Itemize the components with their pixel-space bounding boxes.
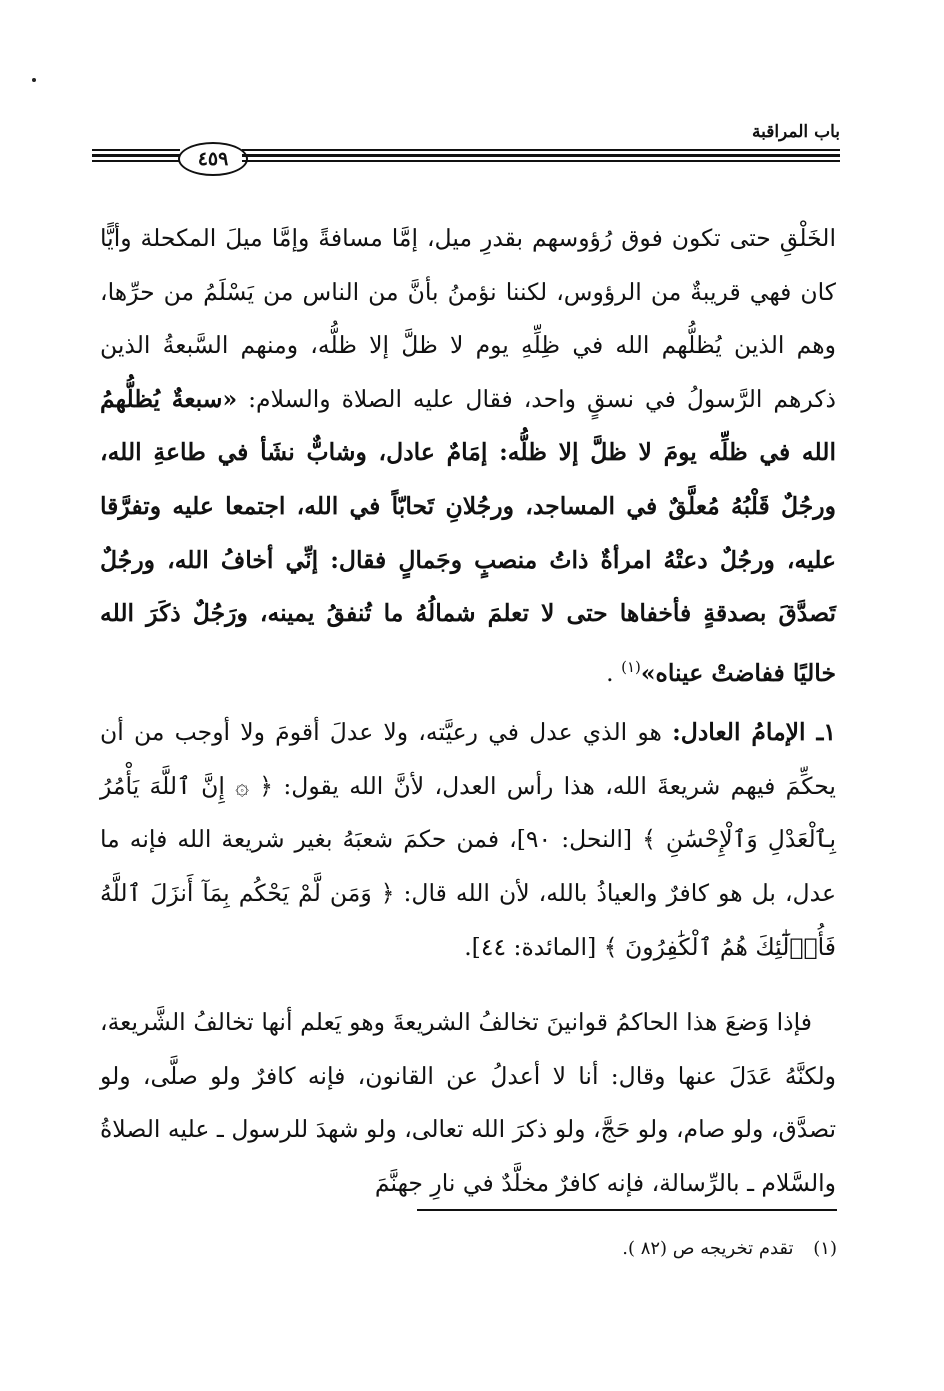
footnote-mark: (١): [813, 1238, 837, 1259]
footnote-reference: (١): [621, 657, 641, 676]
paragraph-intro: الخَلْقِ حتى تكون فوق رُؤوسهم بقدرِ ميل، إمَّا مسافةً وإمَّا ميلَ المكحلة وأيًّا كان فهي قريبةٌ من الرؤوس، لكننا نؤمنُ بأنَّ من الناس من يَسْلَمُ من حرِّها، وهم الذين يُظلُّهم الله في ظِلِّهِ يوم لا ظلَّ إلا ظلُّه، ومنهم السَّبعةُ الذين ذكرهم الرَّسولُ في نسقٍ واحد، فقال عليه الصلاة والسلام:: [100, 224, 836, 413]
quran-verse: ﴿ وَمَن لَّمْ يَحْكُم بِمَآ أَنزَلَ ٱللَّهُ فَأُو۟لَٰٓئِكَ هُمُ ٱلْكَٰفِرُونَ ﴾: [100, 878, 836, 961]
section-label: ١ـ الإمامُ العادل:: [672, 718, 836, 747]
paragraph-text: فمن حكمَ شعبَهُ بغير شريعة الله فإنه ما عدل، بل هو كافرٌ والعياذُ بالله، لأن الله قال:: [100, 825, 836, 907]
paragraph-ruler: فإذا وَضعَ هذا الحاكمُ قوانينَ تخالفُ الشريعةَ وهو يَعلم أنها تخالفُ الشَّريعة، ولكنَّهُ عَدَلَ عنها وقال: أنا لا أعدلُ عن القانون، فإنه كافرٌ ولو صلَّى، ولو تصدَّق، ولو صام، ولو حَجَّ، ولو ذكرَ الله تعالى، ولو شهدَ للرسول ـ عليه الصلاةُ والسَّلام ـ بالرِّسالة، فإنه كافرٌ مخلَّدٌ في نارِ جهنَّمَ: [100, 1008, 836, 1197]
scan-speck: [32, 78, 36, 82]
footnote-divider: [417, 1209, 837, 1211]
verse-reference: [النحل: ٩٠]،: [509, 825, 633, 854]
sentence-end: .: [606, 658, 614, 687]
verse-reference: [المائدة: ٤٤].: [464, 932, 597, 961]
footnote: [417, 1238, 837, 1259]
paragraph-just-imam: [100, 706, 836, 974]
hadith-quote: «سبعةٌ يُظلُّهمُ الله في ظلِّه يومَ لا ظلَّ إلا ظلُّه: إمَامٌ عادل، وشابٌّ نشَأ في طاعةِ الله، ورجُلٌ قَلْبُهُ مُعلَّقٌ في المساجد، ورجُلانِ تَحابّاً في الله، اجتمعا عليه وتفرَّقا عليه، ورجُلٌ دعتْهُ امرأةٌ ذاتُ منصبٍ وجَمالٍ فقال: إنِّي أخافُ الله، ورجُلٌ تَصدَّقَ بصدقةٍ فأخفاها حتى لا تعلمَ شمالُهُ ما تُنفقُ يمينه، ورَجُلٌ ذكَرَ الله خاليًا ففاضتْ عيناه»: [100, 384, 836, 687]
paragraph-hadith: [100, 212, 836, 700]
page-header: [92, 122, 840, 192]
quran-verse: ﴿ ۞ إِنَّ ٱللَّهَ يَأْمُرُ بِٱلْعَدْلِ وَٱلْإِحْسَٰنِ ﴾: [100, 771, 836, 854]
header-rule-left: [92, 149, 180, 162]
paragraph-text: هو الذي عدل في رعيَّته، ولا عدلَ أقومَ ولا أوجب من أن يحكِّمَ فيهم شريعةَ الله، هذا رأس العدل، لأنَّ الله يقول:: [100, 718, 836, 800]
footnote-text: تقدم تخريجه ص (٨٢ ).: [622, 1238, 794, 1259]
main-text: [100, 212, 836, 1211]
page-number: ٤٥٩: [178, 142, 248, 176]
header-rule-right: [242, 149, 840, 162]
chapter-title: باب المراقبة: [751, 122, 840, 142]
